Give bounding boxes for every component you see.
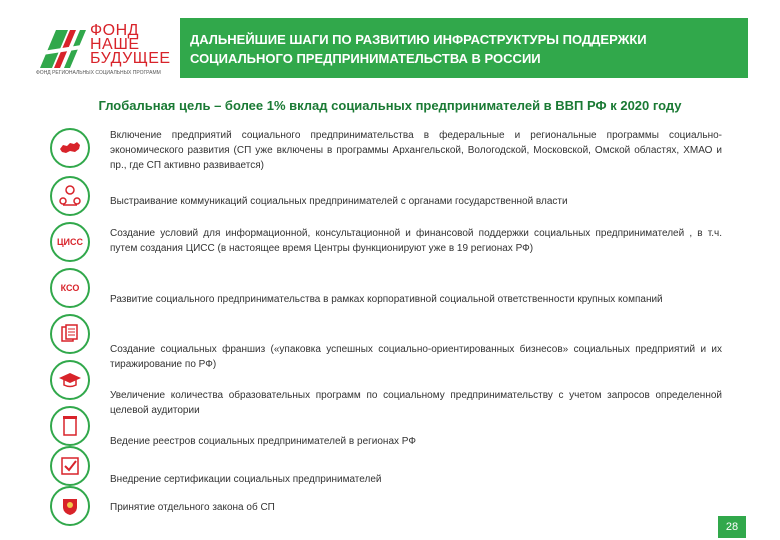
register-icon-svg — [57, 413, 83, 439]
cisc-icon-label: ЦИСС — [56, 237, 84, 247]
list-item: Увеличение количества образовательных программ по социальному предпринимательству с учетом запросов определенной целевой аудитории — [110, 390, 722, 416]
kso-icon — [50, 268, 90, 308]
logo-text — [90, 24, 171, 66]
certificate-check-icon-svg — [57, 453, 83, 479]
register-icon — [50, 406, 90, 446]
documents-icon-svg — [57, 321, 83, 347]
graduation-cap-icon-svg — [57, 367, 83, 393]
documents-icon — [50, 314, 90, 354]
emblem-icon — [50, 486, 90, 526]
list-item: Включение предприятий социального предпринимательства в федеральные и региональные программы социально- экономического развития (СП уже включены в программы Архангельской, Вологодской, Московской, Омской областях, ХМАО и пр., где СП активно развивается) — [110, 130, 722, 171]
page-number: 28 — [718, 516, 746, 538]
list-item: Ведение реестров социальных предпринимателей в регионах РФ — [110, 436, 416, 447]
russia-map-icon-svg — [57, 135, 83, 161]
header-banner — [180, 18, 748, 78]
graduation-cap-icon — [50, 360, 90, 400]
kso-icon-label: КСО — [60, 283, 80, 293]
emblem-icon-svg — [57, 493, 83, 519]
list-item: Внедрение сертификации социальных предпринимателей — [110, 474, 382, 485]
communication-icon — [50, 176, 90, 216]
list-item: Развитие социального предпринимательства в рамках корпоративной социальной ответственности крупных компаний — [110, 294, 663, 305]
communication-icon-svg — [57, 183, 83, 209]
list-item: Принятие отдельного закона об СП — [110, 502, 275, 513]
list-item: Создание социальных франшиз («упаковка успешных социально-ориентированных бизнесов» социальных предприятий и их тиражирование по РФ) — [110, 344, 722, 370]
global-goal: Глобальная цель – более 1% вклад социальных предпринимателей в ВВП РФ к 2020 году — [98, 98, 682, 113]
header-title-line2: СОЦИАЛЬНОГО ПРЕДПРИНИМАТЕЛЬСТВА В РОССИИ — [190, 51, 541, 66]
certificate-check-icon — [50, 446, 90, 486]
russia-map-icon — [50, 128, 90, 168]
logo-stripes-icon — [36, 22, 88, 72]
logo-line3: БУДУЩЕЕ — [90, 50, 171, 67]
cisc-icon — [50, 222, 90, 262]
list-item: Создание условий для информационной, консультационной и финансовой поддержки социальных предпринимателей , в т.ч. путем создания ЦИСС (в настоящее время Центры функционируют уже в 19 регионах РФ) — [110, 228, 722, 254]
logo-subtitle: ФОНД РЕГИОНАЛЬНЫХ СОЦИАЛЬНЫХ ПРОГРАММ — [36, 70, 161, 76]
logo-line2: НАШЕ — [90, 36, 140, 53]
list-item: Выстраивание коммуникаций социальных предпринимателей с органами государственной власти — [110, 196, 568, 207]
header-title-line1: ДАЛЬНЕЙШИЕ ШАГИ ПО РАЗВИТИЮ ИНФРАСТРУКТУРЫ ПОДДЕРЖКИ — [190, 32, 647, 47]
logo-line1: ФОНД — [90, 22, 139, 39]
